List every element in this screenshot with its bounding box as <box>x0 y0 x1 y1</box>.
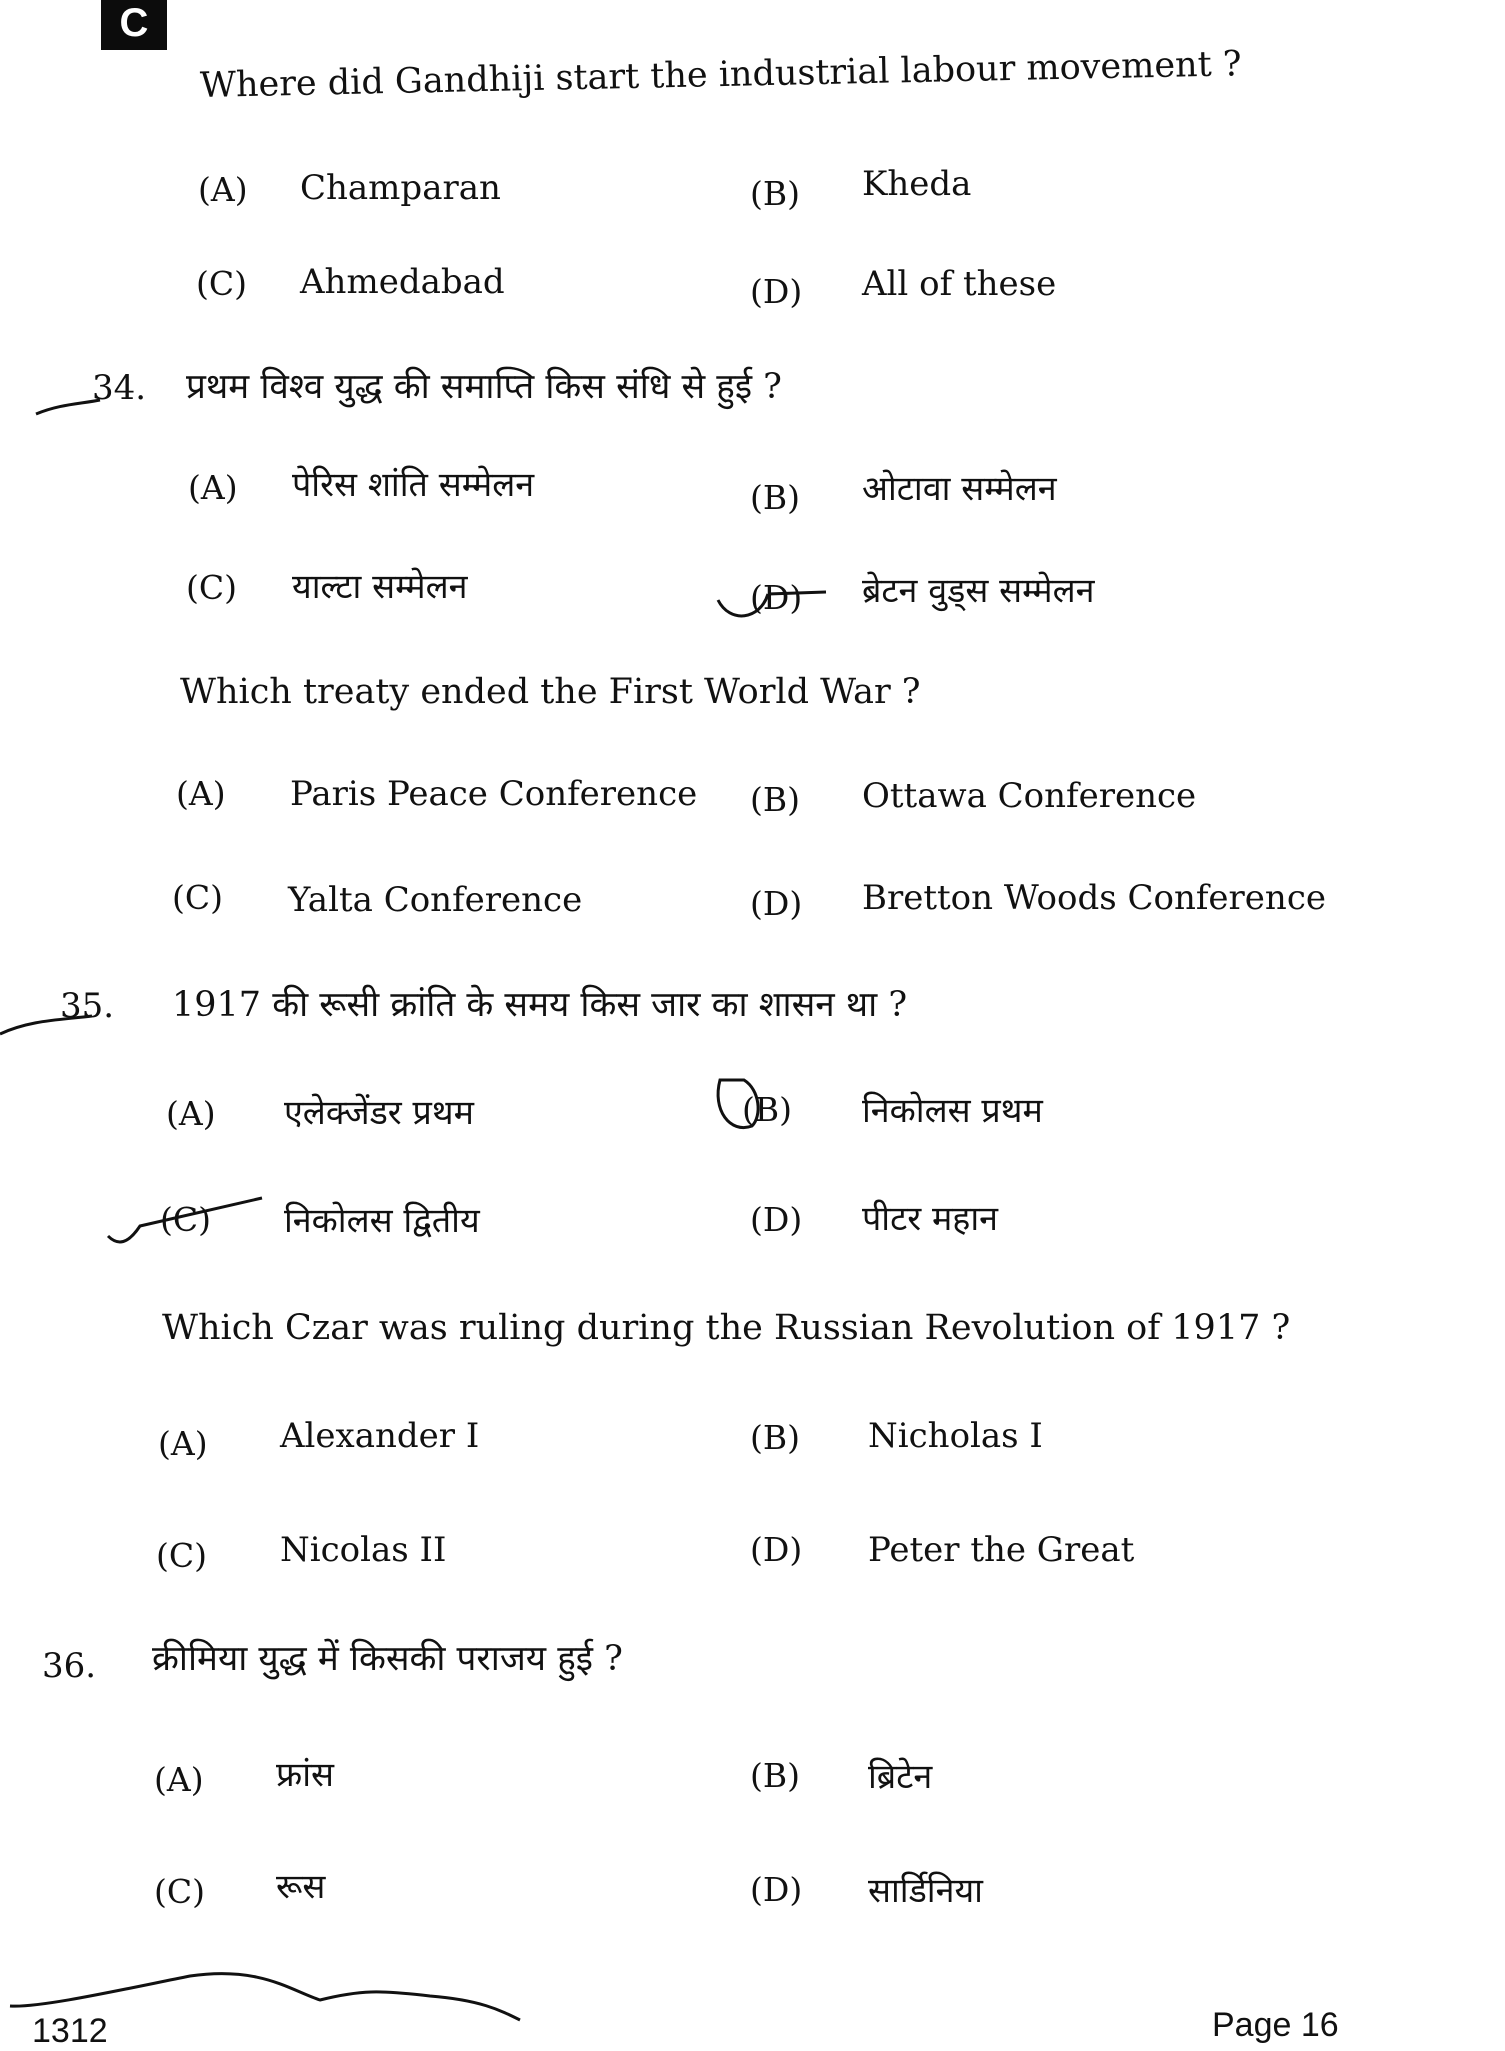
option-label: (A) <box>154 1760 204 1799</box>
question-35-text-hi: 1917 की रूसी क्रांति के समय किस जार का शासन था ? <box>172 985 908 1025</box>
option-label: (A) <box>198 170 248 209</box>
option-text: एलेक्जेंडर प्रथम <box>284 1093 474 1133</box>
option-text: रूस <box>276 1867 326 1907</box>
option-label: (B) <box>750 1756 800 1795</box>
option-label: (C) <box>154 1872 205 1911</box>
question-34-text-hi: प्रथम विश्व युद्ध की समाप्ति किस संधि से हुई ? <box>186 367 782 407</box>
option-text: Alexander I <box>280 1416 480 1456</box>
option-label: (D) <box>750 578 803 617</box>
option-label: (B) <box>750 780 800 819</box>
option-text: All of these <box>862 264 1057 304</box>
option-text: Nicholas I <box>868 1416 1043 1456</box>
option-text: Paris Peace Conference <box>290 774 698 814</box>
question-36-text-hi: क्रीमिया युद्ध में किसकी पराजय हुई ? <box>152 1639 623 1679</box>
option-label: (B) <box>750 174 800 213</box>
question-35-text-en: Which Czar was ruling during the Russian Revolution of 1917 ? <box>162 1308 1291 1348</box>
option-label: (B) <box>750 1418 800 1457</box>
option-label: (A) <box>158 1424 208 1463</box>
option-text: फ्रांस <box>276 1755 335 1795</box>
option-label: (D) <box>750 1530 803 1569</box>
option-label: (C) <box>160 1200 211 1239</box>
pen-tick-mark <box>0 1016 92 1034</box>
question-number: 36. <box>42 1646 97 1686</box>
footer-page-number: Page 16 <box>1212 2006 1339 2044</box>
option-text: Nicolas II <box>280 1530 447 1570</box>
option-label: (D) <box>750 884 803 923</box>
option-label: (A) <box>176 774 226 813</box>
option-text: Yalta Conference <box>288 880 583 920</box>
option-text: निकोलस द्वितीय <box>284 1201 480 1241</box>
option-text: Ahmedabad <box>300 262 505 302</box>
option-label: (C) <box>196 264 247 303</box>
option-label: (D) <box>750 1200 803 1239</box>
option-label: (A) <box>188 468 238 507</box>
option-text: ब्रिटेन <box>868 1757 933 1797</box>
pen-circle-mark <box>718 1080 758 1128</box>
option-label: (D) <box>750 1870 803 1909</box>
question-34-text-en: Which treaty ended the First World War ? <box>180 672 921 712</box>
set-label-badge: C <box>101 0 167 50</box>
option-label: (C) <box>186 568 237 607</box>
question-number: 35. <box>60 986 115 1026</box>
pen-answer-mark <box>108 1198 262 1242</box>
question-33-text-en: Where did Gandhiji start the industrial labour movement ? <box>199 44 1242 106</box>
footer-paper-code: 1312 <box>32 2012 108 2050</box>
option-text: Bretton Woods Conference <box>862 878 1326 918</box>
option-text: सार्डिनिया <box>868 1871 983 1911</box>
option-label: (C) <box>156 1536 207 1575</box>
option-text: याल्टा सम्मेलन <box>292 567 468 607</box>
option-text: निकोलस प्रथम <box>862 1091 1043 1131</box>
option-text: Ottawa Conference <box>862 776 1197 816</box>
option-label: (B) <box>750 478 800 517</box>
option-text: पीटर महान <box>862 1199 999 1239</box>
option-label: (D) <box>750 272 803 311</box>
option-text: Peter the Great <box>868 1530 1135 1570</box>
pen-answer-mark <box>718 592 826 616</box>
option-label: (B) <box>742 1090 792 1129</box>
option-text: ओटावा सम्मेलन <box>862 469 1057 509</box>
option-text: Champaran <box>300 168 501 208</box>
pen-tick-mark <box>36 400 100 414</box>
option-label: (A) <box>166 1094 216 1133</box>
question-number: 34. <box>92 368 147 408</box>
option-text: Kheda <box>862 164 972 204</box>
option-text: ब्रेटन वुड्स सम्मेलन <box>862 571 1095 611</box>
option-text: पेरिस शांति सम्मेलन <box>292 465 535 505</box>
option-label: (C) <box>172 878 223 917</box>
